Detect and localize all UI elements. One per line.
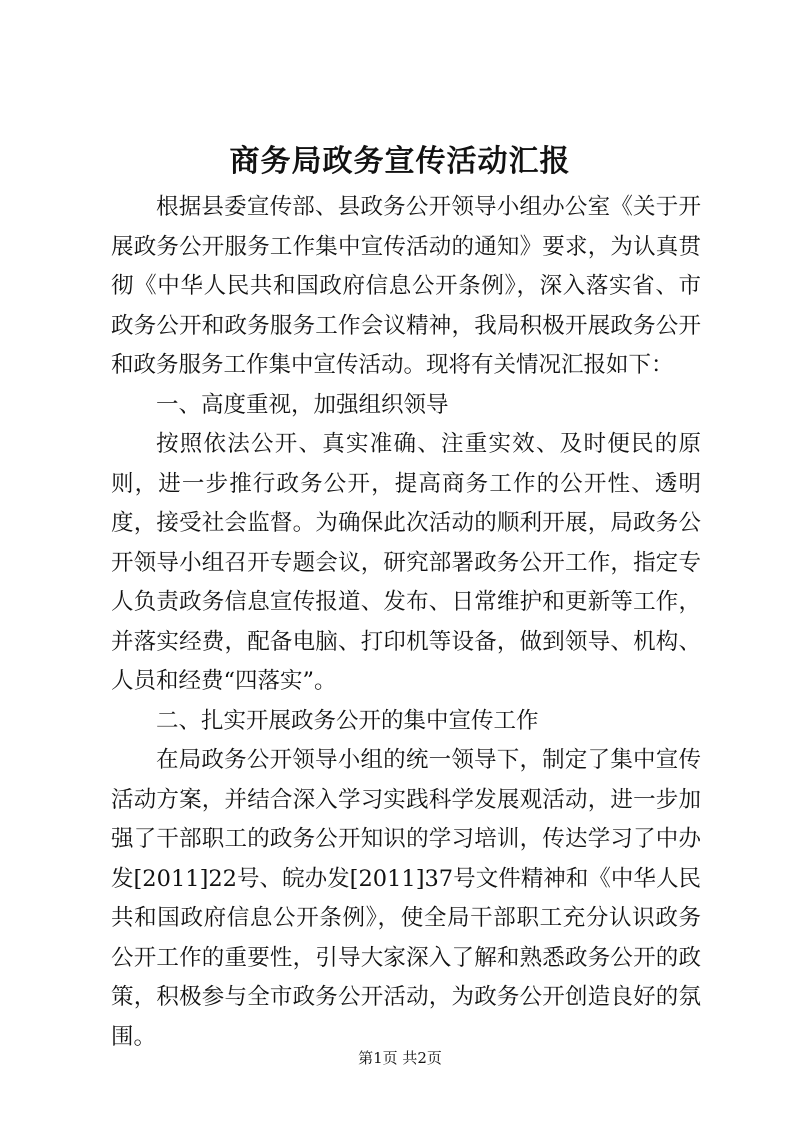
section-paragraph-2: 在局政务公开领导小组的统一领导下，制定了集中宣传活动方案，并结合深入学习实践科学发展观活动，进一步加强了干部职工的政务公开知识的学习培训，传达学习了中办发[2011]22号、皖办发[2011]37号文件精神和《中华人民共和国政府信息公开条例》，使全局干部职工充分认识政务公开工作的重要性，引导大家深入了解和熟悉政务公开的政策，积极参与全市政务公开活动，为政务公开创造良好的氛围。 (111, 747, 701, 1050)
intro-paragraph: 根据县委宣传部、县政务公开领导小组办公室《关于开展政务公开服务工作集中宣传活动的通知》要求，为认真贯彻《中华人民共和国政府信息公开条例》，深入落实省、市政务公开和政务服务工作会议精神，我局积极开展政务公开和政务服务工作集中宣传活动。现将有关情况汇报如下： (111, 194, 701, 378)
page-footer: 第1页 共2页 (358, 1049, 442, 1067)
document-body (111, 188, 701, 1057)
section-heading-2: 二、扎实开展政务公开的集中宣传工作 (156, 707, 539, 734)
section-paragraph-1: 按照依法公开、真实准确、注重实效、及时便民的原则，进一步推行政务公开，提高商务工作的公开性、透明度，接受社会监督。为确保此次活动的顺利开展，局政务公开领导小组召开专题会议，研究部署政务公开工作，指定专人负责政务信息宣传报道、发布、日常维护和更新等工作，并落实经费，配备电脑、打印机等设备，做到领导、机构、人员和经费“四落实”。 (111, 431, 701, 694)
page-title: 商务局政务宣传活动汇报 (229, 144, 571, 179)
section-heading-1: 一、高度重视，加强组织领导 (156, 391, 449, 418)
